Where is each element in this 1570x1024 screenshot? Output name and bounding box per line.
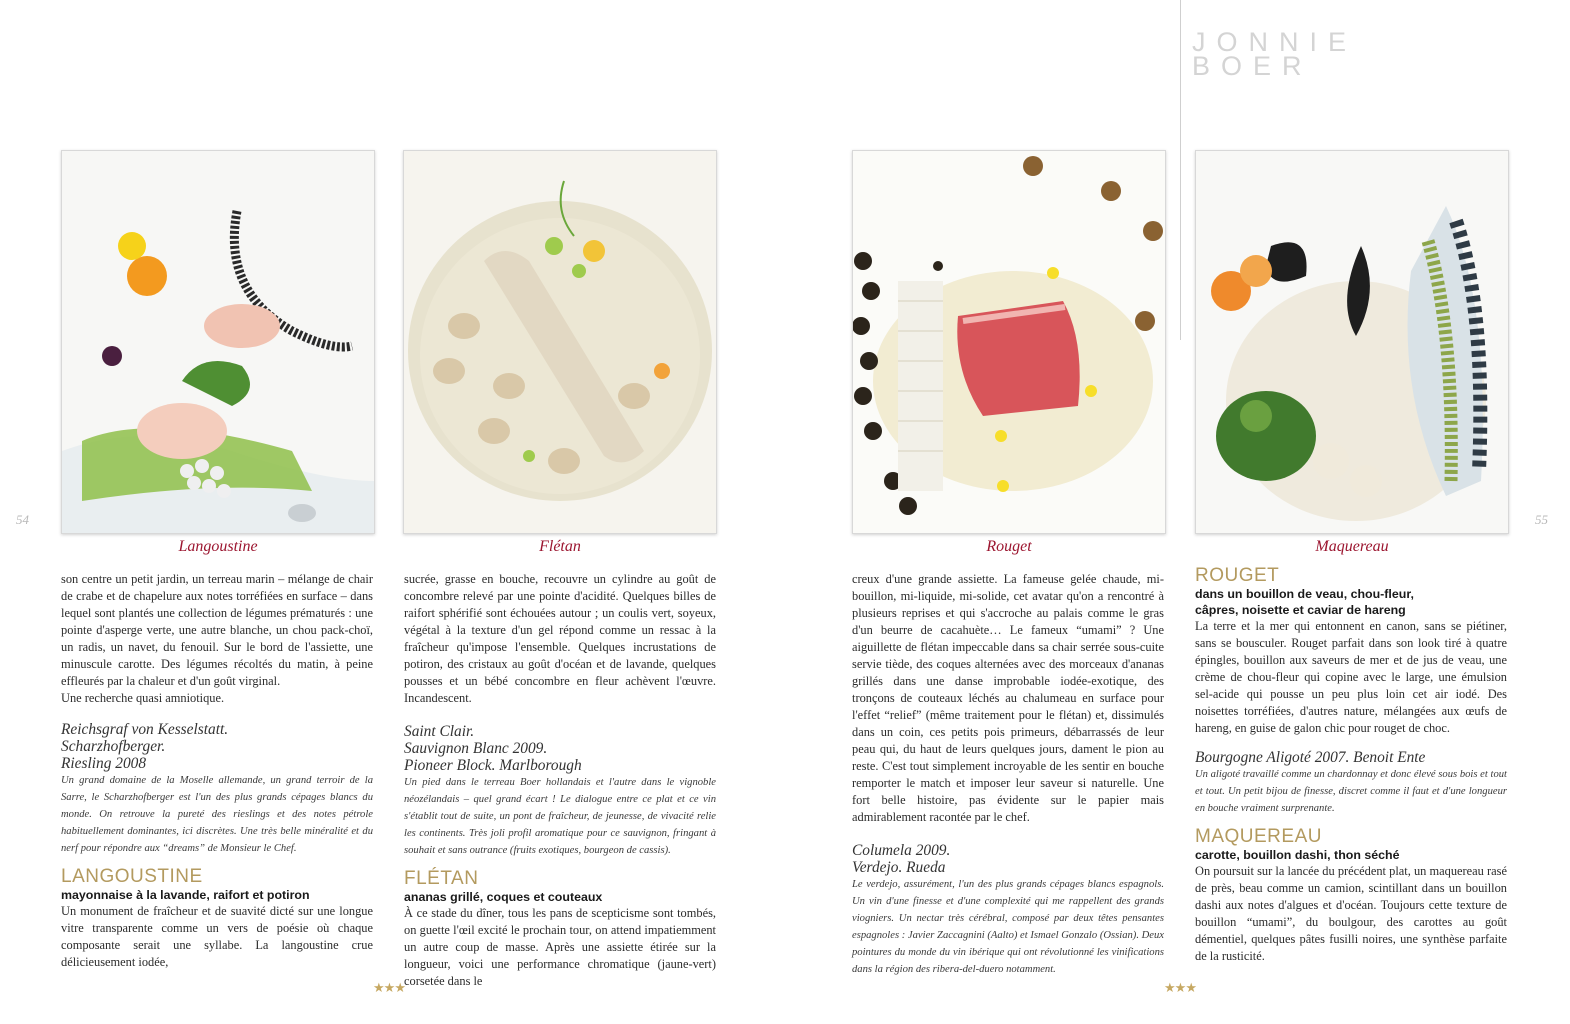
col4-wine-note: Un aligoté travaillé comme un chardonnay et donc élevé sous bois et tout et tout. Un petit bijou de finesse, discret comme il faut et d'une longueur en bouche vraiment surprenante. [1195, 769, 1507, 814]
page-gutter-divider [1180, 0, 1181, 340]
page-number-left: 54 [16, 512, 29, 527]
column-2 [404, 571, 716, 990]
col2-wine-line-1: Saint Clair. [404, 723, 475, 740]
column-3 [852, 571, 1164, 978]
dish-title-fletan: FLÉTAN [404, 868, 479, 889]
dish-title-rouget: ROUGET [1195, 565, 1280, 586]
photo-fletan [403, 150, 717, 534]
col3-wine-line-2: Verdejo. Rueda [852, 859, 946, 876]
col2-wine-line-2: Sauvignon Blanc 2009. [404, 740, 548, 757]
col1-wine-line-2: Scharzhofberger. [61, 738, 166, 755]
col2-body-text: sucrée, grasse en bouche, recouvre un cylindre au goût de concombre relevé par une pointe d'acidité. Quelques billes de raifort sphérifié sont échouées autour ; un coulis vert, soyeux, végétal à la texture d'un gel répond comme un ressac à la fraîcheur qu'impose l'ensemble. Quelques incrustations de potiron, des cristaux au goût d'océan et de lavande, quelques pousses et un bébé concombre en fleur achèvent l'œuvre. Incandescent. [404, 572, 716, 705]
dish-title-langoustine: LANGOUSTINE [61, 866, 203, 887]
col2-dish-body: À ce stade du dîner, tous les pans de scepticisme sont tombés, on guette l'œil excité le prochain tour, on attend impatiemment un autre coup de masse. Après une assiette étirée sur la longueur, voici une performance chromatique (jaune-vert) corsetée dans le [404, 906, 716, 988]
caption-maquereau: Maquereau [1315, 538, 1389, 555]
col3-body-text: creux d'une grande assiette. La fameuse gelée chaude, mi-bouillon, mi-liquide, mi-solide, cet avatar qu'on a rencontré à plusieurs reprises et qui s'accroche au palais comme le gras d'un beurre de cacahuète… Le fameux “umami” ? Une aiguillette de flétan impeccable dans sa chair serrée sous-cuite servie tiède, des coques alternées avec des morceaux d'ananas grillés dans une danse improbable iodée-exotique, des tronçons de couteaux léchés au chalumeau en surface pour l'effet “relief” (même traitement pour le flétan) et, dissimulés dans un coin, ces petits pois primeurs, débarrassés de leur peau qui, du haut de leurs quelques jours, dament le pion au reste. C'est tout simplement incroyable de les sentir en bouche remporter le match et imposer leur saveur si naturelle. Une fort belle histoire, pas évidente sur le papier mais admirablement racontée par le chef. [852, 572, 1164, 824]
col3-wine-line-1: Columela 2009. [852, 842, 951, 859]
dish-subtitle-rouget-line-2: câpres, noisette et caviar de hareng [1195, 603, 1406, 617]
caption-langoustine: Langoustine [178, 538, 258, 555]
col1-body-text-2: Une recherche quasi amniotique. [61, 691, 225, 705]
caption-fletan: Flétan [539, 538, 581, 555]
column-1 [61, 571, 373, 971]
chef-name-last: BOER [1192, 51, 1313, 81]
caption-rouget: Rouget [986, 538, 1032, 555]
dish-subtitle-fletan: ananas grillé, coques et couteaux [404, 890, 603, 904]
photo-rouget [852, 150, 1166, 534]
photo-langoustine [61, 150, 375, 534]
col4-dish1-body: La terre et la mer qui entonnent en canon, sans se piétiner, sans se bousculer. Rouget parfait dans son look tiré à quatre épingles, bouillon aux saveurs de mer et de jus de veau, une crème de chou-fleur qui copine avec le large, une émulsion sel-acide qui pousse un peu plus loin cet air iodé. Des noisettes torréfiées, d'autres nature, mélangées aux œufs de hareng, en guise de galon chic pour rouget de choc. [1195, 619, 1507, 735]
star-ornament-left: ★★★ [373, 980, 405, 995]
col1-wine-line-1: Reichsgraf von Kesselstatt. [61, 721, 229, 738]
chef-name [1192, 27, 1358, 81]
dish-subtitle-maquereau: carotte, bouillon dashi, thon séché [1195, 848, 1400, 862]
dish-subtitle-rouget-line-1: dans un bouillon de veau, chou-fleur, [1195, 587, 1414, 601]
col4-wine-line-1: Bourgogne Aligoté 2007. Benoit Ente [1195, 749, 1426, 766]
col1-body-text: son centre un petit jardin, un terreau marin – mélange de chair de crabe et de chapelure aux notes torréfiées en surface – dans lequel sont plantés une collection de légumes prématurés : une pointe d'asperge verte, une autre blanche, un chou pack-choï, un radis, un navet, du fenouil. Sur le bord de l'assiette, une minuscule carotte. Des légumes récoltés du matin, à peine effleurés par la chaleur et d'un goût virginal. [61, 572, 373, 688]
col3-wine-note: Le verdejo, assurément, l'un des plus grands cépages blancs espagnols. Un vin d'une finesse et d'une complexité qui me rappellent des grands viogniers. Un nectar très cérébral, composé par deux têtes pensantes espagnoles : Javier Zaccagnini (Aalto) et Ismael Gonzalo (Ossian). Deux pointures du monde du vin ibérique qui ont révolutionné les vinifications dans la région des ribera-del-duero notamment. [852, 879, 1164, 975]
dish-title-maquereau: MAQUEREAU [1195, 826, 1322, 847]
chef-name-first: JONNIE [1192, 27, 1358, 57]
page-number-right: 55 [1535, 512, 1548, 527]
col2-wine-line-3: Pioneer Block. Marlborough [404, 757, 582, 774]
photo-maquereau [1195, 150, 1509, 534]
col1-dish-body: Un monument de fraîcheur et de suavité dicté sur une longue vitre transparente comme un vers de poésie où chaque composante serait une syllabe. La langoustine crue délicieusement iodée, [61, 904, 373, 969]
col2-wine-note: Un pied dans le terreau Boer hollandais et l'autre dans le vignoble néozélandais – quel grand écart ! Le dialogue entre ce plat et ce vin s'établit tout de suite, un pont de fraîcheur, de jeunesse, de vivacité relie les continents. Très joli profil aromatique pour ce sauvignon, fringant à souhait et sans outrance (fruits exotiques, bourgeon de cassis). [404, 777, 716, 856]
col1-wine-line-3: Riesling 2008 [61, 755, 147, 772]
star-ornament-right: ★★★ [1164, 980, 1196, 995]
dish-subtitle-langoustine: mayonnaise à la lavande, raifort et potiron [61, 888, 310, 902]
col4-dish2-body: On poursuit sur la lancée du précédent plat, un maquereau rasé de près, beau comme un camion, scintillant dans un bouillon dashi aux notes d'algues et d'océan. Toujours cette texture de bouillon “umami”, du boulgour, des carottes au goût démentiel, quelques pâtes fusilli noires, une synthèse parfaite de la rusticité. [1195, 864, 1507, 963]
column-4 [1195, 566, 1507, 965]
col1-wine-note: Un grand domaine de la Moselle allemande, un grand terroir de la Sarre, le Scharzhofberger est l'un des plus grands cépages blancs du monde. On retrouve la pureté des rieslings et des notes pétrole habituellement dominantes, ici discrètes. Une très belle minéralité et du nerf pour répondre aux “dreams” de Monsieur le Chef. [61, 775, 373, 854]
